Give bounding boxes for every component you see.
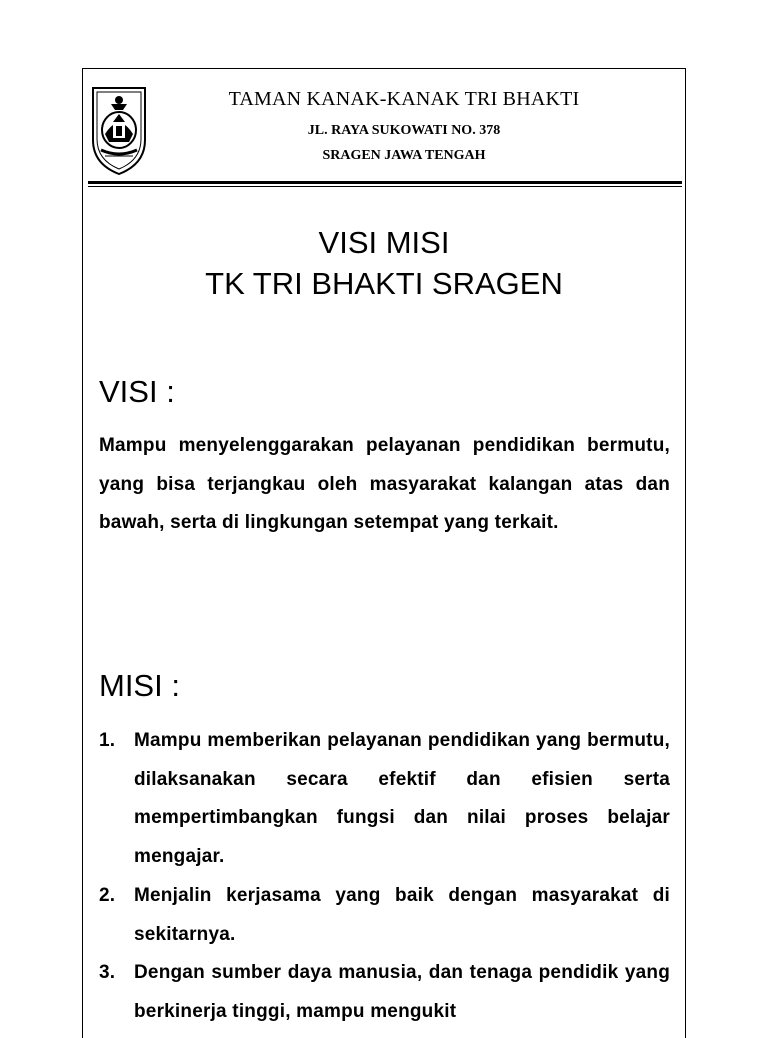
document-title-line1: VISI MISI [318,225,450,260]
list-item-text: Menjalin kerjasama yang baik dengan masyarakat di sekitarnya. [134,884,670,945]
header-rule-thin [88,186,682,187]
visi-heading: VISI : [99,374,175,409]
list-item [99,877,670,954]
school-city: SRAGEN JAWA TENGAH [322,148,486,163]
list-item-number: 1. [99,730,116,751]
list-item-number: 3. [99,962,116,984]
list-item [99,954,670,1031]
list-item [99,722,670,877]
misi-list [99,722,670,1032]
school-address: JL. RAYA SUKOWATI NO. 378 [307,123,501,138]
visi-text: Mampu menyelenggarakan pelayanan pendidikan bermutu, yang bisa terjangkau oleh masyarakat kalangan atas dan bawah, serta di lingkungan setempat yang terkait. [99,435,670,534]
list-item-text: Mampu memberikan pelayanan pendidikan yang bermutu, dilaksanakan secara efektif dan efisien serta mempertimbangkan fungsi dan nilai proses belajar mengajar. [134,730,670,868]
misi-heading: MISI : [99,668,180,703]
list-item-number: 2. [99,884,116,906]
school-name: TAMAN KANAK-KANAK TRI BHAKTI [228,88,580,110]
document-title-line2: TK TRI BHAKTI SRAGEN [205,266,563,301]
list-item-text: Dengan sumber daya manusia, dan tenaga pendidik yang berkinerja tinggi, mampu mengukit [134,962,670,1022]
regency-emblem-icon [89,84,149,176]
header-rule-thick [88,181,682,184]
